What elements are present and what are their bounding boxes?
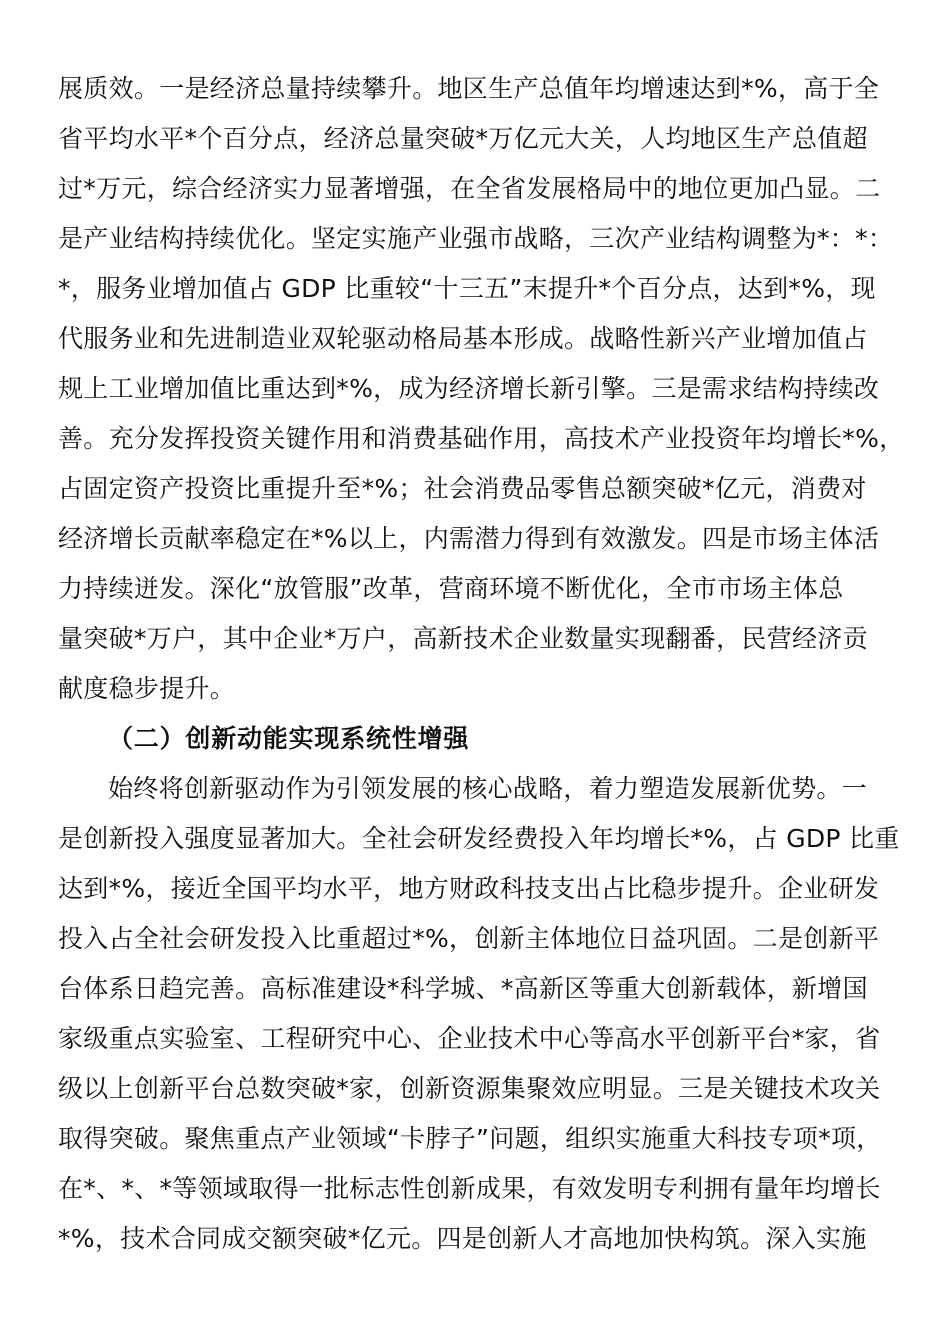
paragraph-line: 代服务业和先进制造业双轮驱动格局基本形成。战略性新兴产业增加值占 <box>58 324 868 353</box>
paragraph-line: *，服务业增加值占 GDP 比重较“十三五”末提升*个百分点，达到*%，现 <box>58 274 876 303</box>
paragraph-line: 投入占全社会研发投入比重超过*%，创新主体地位日益巩固。二是创新平 <box>58 924 880 953</box>
paragraph-line: 过*万元，综合经济实力显著增强，在全省发展格局中的地位更加凸显。二 <box>58 174 881 203</box>
paragraph-line: 力持续迸发。深化“放管服”改革，营商环境不断优化，全市市场主体总 <box>58 574 844 603</box>
paragraph-line: 展质效。一是经济总量持续攀升。地区生产总值年均增速达到*%，高于全 <box>58 74 880 103</box>
paragraph-line: 量突破*万户，其中企业*万户，高新技术企业数量实现翻番，民营经济贡 <box>58 624 868 653</box>
paragraph-line: 是产业结构持续优化。坚定实施产业强市战略，三次产业结构调整为*：*： <box>58 224 894 253</box>
paragraph-line: *%，技术合同成交额突破*亿元。四是创新人才高地加快构筑。深入实施 <box>58 1224 867 1253</box>
paragraph-line: 达到*%，接近全国平均水平，地方财政科技支出占比稳步提升。企业研发 <box>58 874 880 903</box>
paragraph-line: 始终将创新驱动作为引领发展的核心战略，着力塑造发展新优势。一 <box>108 774 868 803</box>
paragraph-line: 家级重点实验室、工程研究中心、企业技术中心等高水平创新平台*家，省 <box>58 1024 881 1053</box>
section-heading: （二）创新动能实现系统性增强 <box>108 724 470 753</box>
paragraph-line: 级以上创新平台总数突破*家，创新资源集聚效应明显。三是关键技术攻关 <box>58 1074 881 1103</box>
paragraph-line: 是创新投入强度显著加大。全社会研发经费投入年均增长*%，占 GDP 比重 <box>58 824 900 853</box>
paragraph-line: 占固定资产投资比重提升至*%；社会消费品零售总额突破*亿元，消费对 <box>58 474 867 503</box>
paragraph-line: 善。充分发挥投资关键作用和消费基础作用，高技术产业投资年均增长*%， <box>58 424 905 453</box>
paragraph-line: 献度稳步提升。 <box>58 674 236 703</box>
paragraph-line: 取得突破。聚焦重点产业领域“卡脖子”问题，组织实施重大科技专项*项， <box>58 1124 882 1153</box>
paragraph-line: 在*、*、*等领域取得一批标志性创新成果，有效发明专利拥有量年均增长 <box>58 1174 881 1203</box>
paragraph-line: 经济增长贡献率稳定在*%以上，内需潜力得到有效激发。四是市场主体活 <box>58 524 880 553</box>
paragraph-line: 规上工业增加值比重达到*%，成为经济增长新引擎。三是需求结构持续改 <box>58 374 880 403</box>
paragraph-line: 台体系日趋完善。高标准建设*科学城、*高新区等重大创新载体，新增国 <box>58 974 868 1003</box>
paragraph-line: 省平均水平*个百分点，经济总量突破*万亿元大关，人均地区生产总值超 <box>58 124 868 153</box>
